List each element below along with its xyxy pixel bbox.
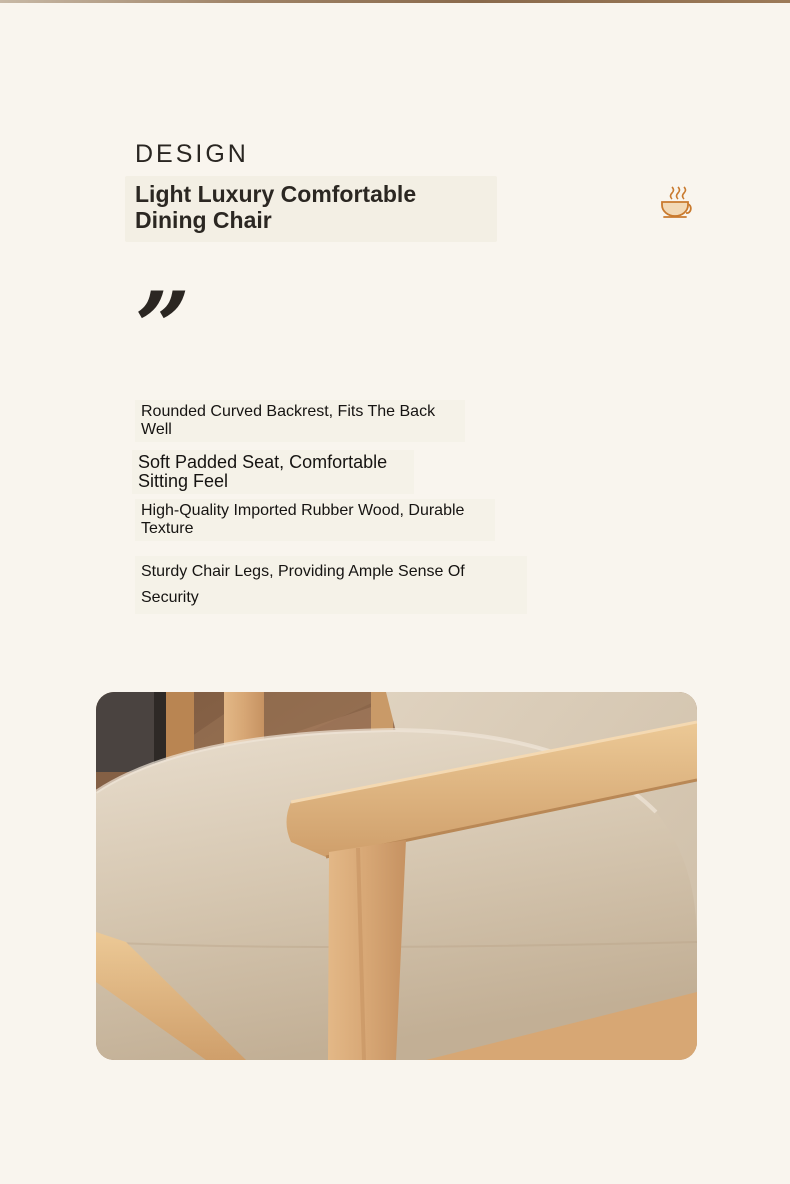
feature-item-wood: High-Quality Imported Rubber Wood, Durable Texture xyxy=(135,499,495,541)
quote-mark: ” xyxy=(135,271,181,384)
feature-item-backrest: Rounded Curved Backrest, Fits The Back Well xyxy=(135,400,465,442)
top-image-edge xyxy=(0,0,790,3)
product-photo xyxy=(96,692,697,1060)
coffee-cup-icon xyxy=(658,182,698,222)
section-eyebrow: DESIGN xyxy=(135,140,249,168)
feature-item-legs: Sturdy Chair Legs, Providing Ample Sense Of Security xyxy=(135,556,527,614)
product-headline: Light Luxury Comfortable Dining Chair xyxy=(135,181,417,233)
feature-item-seat: Soft Padded Seat, Comfortable Sitting Feel xyxy=(132,450,414,494)
